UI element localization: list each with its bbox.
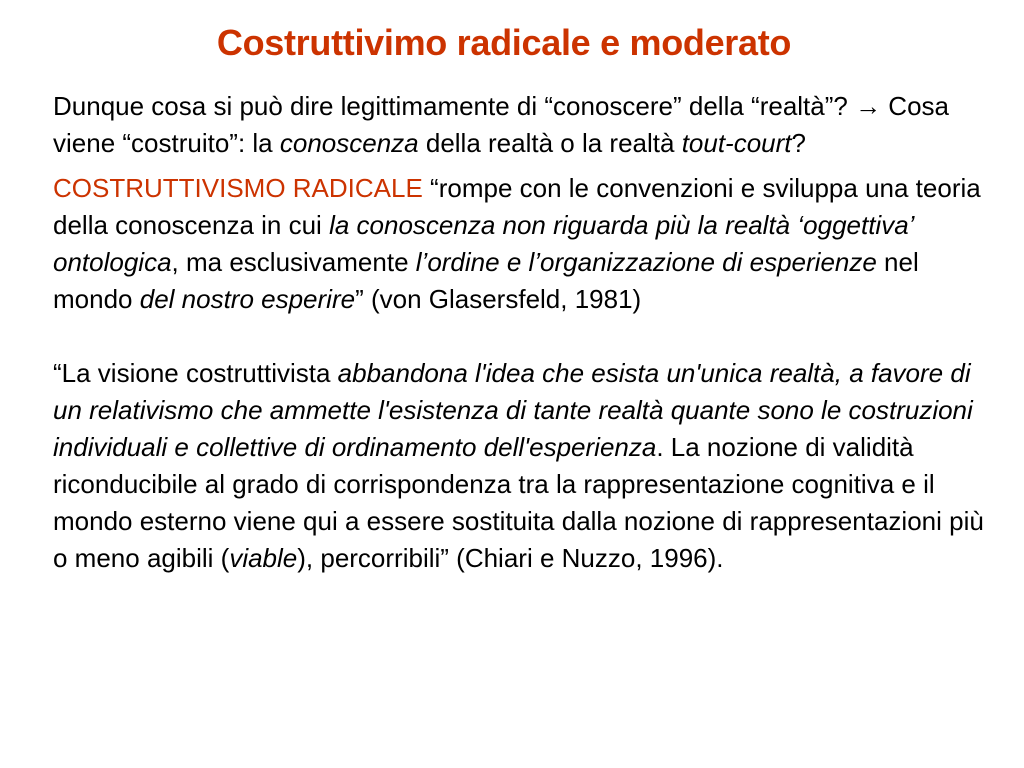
quote-citation: ” (von Glasersfeld, 1981) <box>355 284 642 314</box>
vision-citation: ), percorribili” (Chiari e Nuzzo, 1996). <box>297 543 724 573</box>
radical-constructivism-label: COSTRUTTIVISMO RADICALE <box>53 173 423 203</box>
question-italic-tout-court: tout-court <box>681 128 792 158</box>
paragraph-constructivist-vision <box>53 355 1003 577</box>
question-text-c: della realtà o la realtà <box>418 128 682 158</box>
slide-title: Costruttivimo radicale e moderato <box>216 22 792 63</box>
vision-italic-viable: viable <box>229 543 298 573</box>
vision-text-a: “La visione costruttivista <box>53 358 338 388</box>
quote-text-a: “rompe con le convenzioni e sviluppa una teoria della conoscenza in cui <box>53 173 981 240</box>
paragraph-radical-constructivism <box>53 170 1003 318</box>
slide-body <box>53 88 1003 577</box>
question-text-a: Dunque cosa si può dire legittimamente di “conoscere” della “realtà”? <box>53 91 856 121</box>
vision-italic-1: abbandona l'idea che esista un'unica realtà, a favore di un relativismo che ammette l'esistenza di tante realtà quante sono le costruzioni individuali e collettive di ordinamento dell'esperienza <box>53 358 973 462</box>
question-text-b: Cosa viene “costruito”: la <box>53 91 949 158</box>
question-italic-conoscenza: conoscenza <box>279 128 419 158</box>
vision-text-b: . La nozione di validità riconducibile al grado di corrispondenza tra la rappresentazione cognitiva e il mondo esterno viene qui a essere sostituita dalla nozione di rappresentazioni più o meno agibili ( <box>53 432 984 573</box>
quote-text-c: nel mondo <box>53 247 919 314</box>
quote-text-b: , ma esclusivamente <box>171 247 416 277</box>
arrow-right-icon: → <box>855 91 882 121</box>
quote-italic-3: del nostro esperire <box>139 284 356 314</box>
quote-italic-2: l’ordine e l’organizzazione di esperienze <box>415 247 877 277</box>
paragraph-question <box>53 88 1003 162</box>
question-text-d: ? <box>791 128 806 158</box>
quote-italic-1: la conoscenza non riguarda più la realtà ‘oggettiva’ ontologica <box>53 210 914 277</box>
